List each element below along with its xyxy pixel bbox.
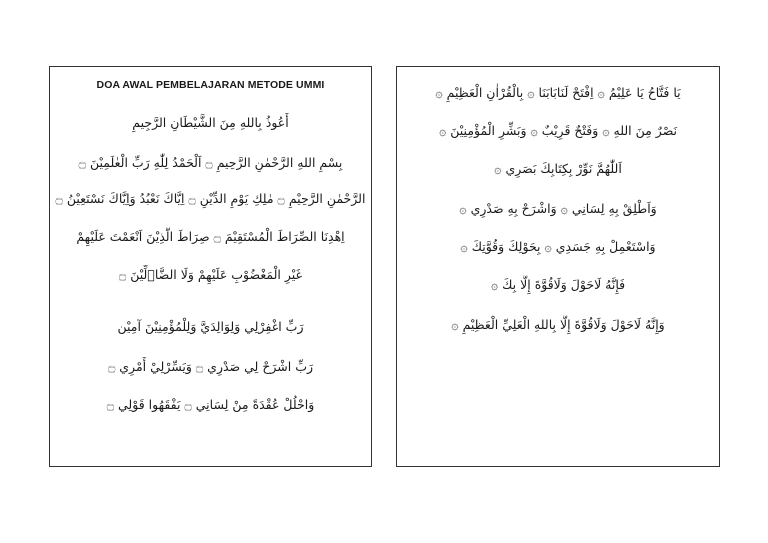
prayer-line-rabbisyrah-1: رَبِّ اشْرَحْ لِي صَدْرِي ۝ وَيَسِّرْلِيْ أَمْرِي ۝: [107, 359, 314, 374]
left-prayer-panel: [49, 66, 372, 467]
prayer-line-allahumma: اَللّٰهُمَّ نَوِّرْ بِكِتَابِكَ بَصَرِي ۞: [494, 161, 622, 176]
prayer-line-rabbighfirli: رَبِّ اغْفِرْلِي وَلِوَالِدَيَّ وَلِلْمُؤْمِنِيْنَ آمِيْن: [117, 319, 304, 334]
prayer-line-nasrun: نَصْرٌ مِنَ اللهِ ۞ وَفَتْحٌ قَرِيْبٌ ۞ وَبَشِّرِ الْمُؤْمِنِيْنَ ۞: [438, 123, 678, 138]
prayer-line-fatihah-3: اِهْدِنَا الصِّرَاطَ الْمُسْتَقِيْمَ ۝ صِرَاطَ الَّذِيْنَ اَنْعَمْتَ عَلَيْهِمْ: [76, 229, 345, 244]
prayer-line-wainnahu: وَإِنَّهُ لَاحَوْلَ وَلَاقُوَّةَ إِلَّا بِاللهِ الْعَلِيِّ الْعَظِيْمِ ۞: [451, 317, 665, 332]
panel-title: DOA AWAL PEMBELAJARAN METODE UMMI: [96, 79, 325, 91]
prayer-line-fatihah-2: الرَّحْمٰنِ الرَّحِيْمِ ۝ مٰلِكِ يَوْمِ الدِّيْنِ ۝ اِيَّاكَ نَعْبُدُ وَاِيَّاكَ نَسْتَعِيْنُ ۝: [55, 191, 366, 206]
prayer-line-fatihah-4: غَيْرِ الْمَغْضُوْبِ عَلَيْهِمْ وَلَا الضَّاۤلِّيْنَ ۝: [118, 267, 303, 282]
right-prayer-panel: [396, 66, 720, 467]
prayer-line-rabbisyrah-2: وَاحْلُلْ عُقْدَةً مِنْ لِسَانِي ۝ يَفْقَهُوا قَوْلِي ۝: [106, 397, 315, 412]
prayer-line-watliq: وَاَطْلِقْ بِهِ لِسَانِي ۞ وَاشْرَحْ بِهِ صَدْرِي ۞: [459, 201, 657, 216]
prayer-line-fainnahu: فَإِنَّهُ لَاحَوْلَ وَلَاقُوَّةَ إِلَّا بِكَ ۞: [490, 277, 626, 292]
prayer-line-taawudz: أَعُوذُ بِاللهِ مِنَ الشَّيْطَانِ الرَّجِيمِ: [132, 115, 289, 130]
prayer-line-fatihah-1: بِسْمِ اللهِ الرَّحْمٰنِ الرَّحِيمِ ۝ اَلْحَمْدُ لِلّٰهِ رَبِّ الْعٰلَمِيْنَ ۝: [78, 155, 343, 170]
prayer-line-wastamil: وَاسْتَعْمِلْ بِهِ جَسَدِي ۞ بِحَوْلِكَ وَقُوَّتِكَ ۞: [460, 239, 656, 254]
prayer-line-yafattah: يَا فَتَّاحُ يَا عَلِيْمُ ۞ اِفْتَحْ لَنَابَابَنَا ۞ بِالْقُرْاٰنِ الْعَظِيْمِ ۞: [435, 85, 681, 100]
